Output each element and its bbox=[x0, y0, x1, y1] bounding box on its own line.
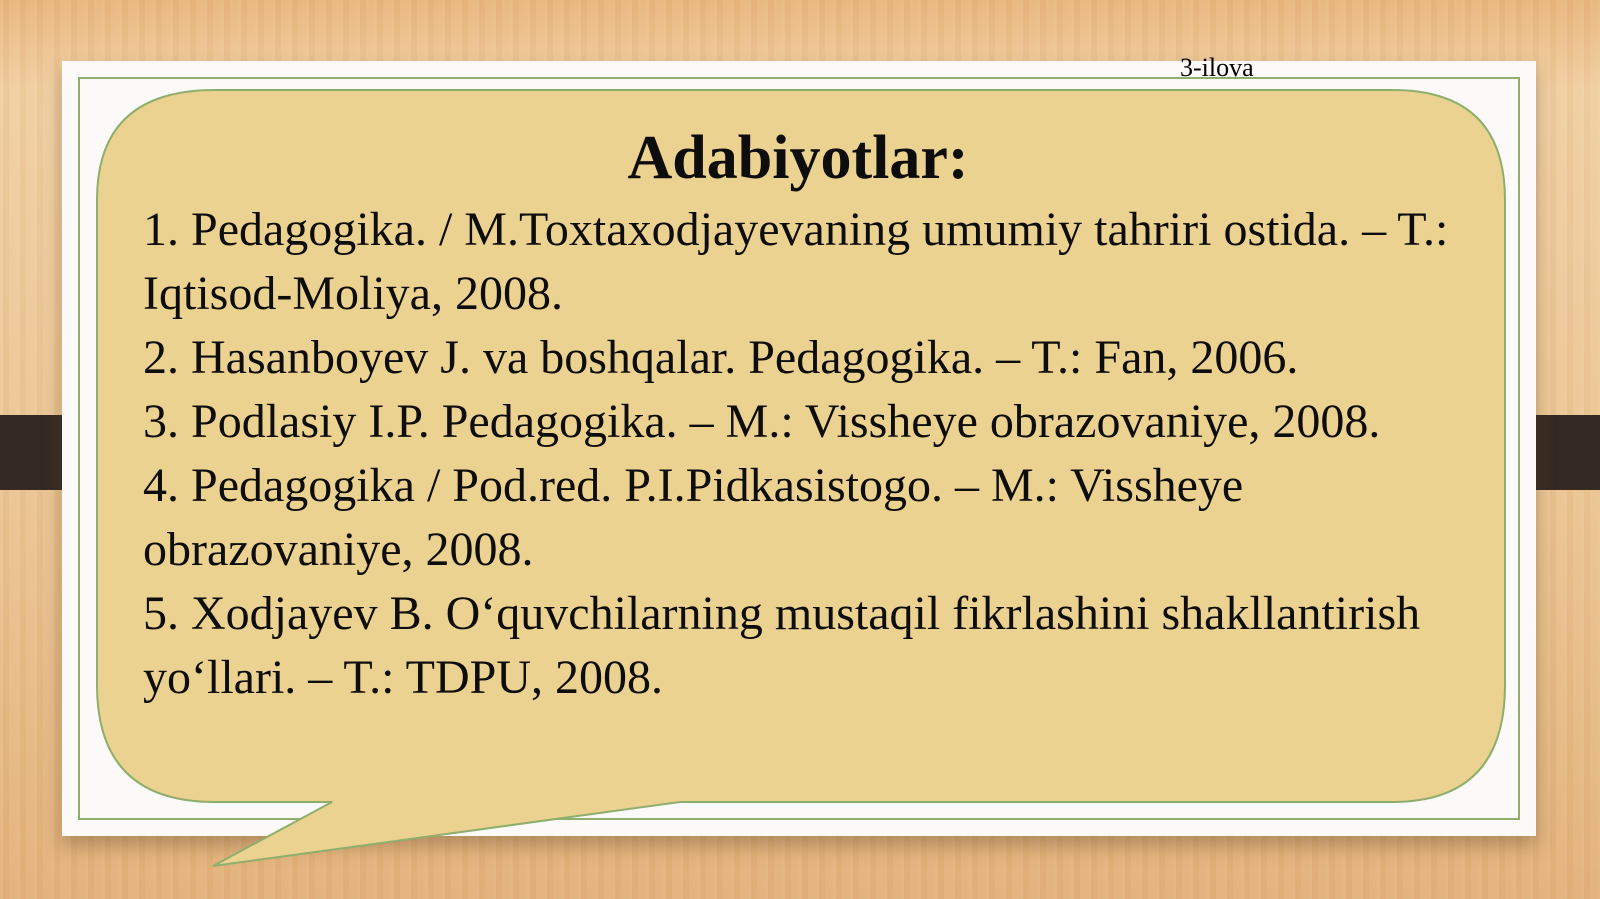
reference-item: 3. Podlasiy I.P. Pedagogika. – M.: Vissheye obrazovaniye, 2008. bbox=[143, 395, 1381, 448]
reference-item: 2. Hasanboyev J. va boshqalar. Pedagogika. – T.: Fan, 2006. bbox=[143, 331, 1299, 384]
reference-item: 1. Pedagogika. / M.Toxtaxodjayevaning umumiy tahriri ostida. – T.: Iqtisod-Moliya, 2008. bbox=[143, 203, 1449, 320]
annex-label: 3-ilova bbox=[1180, 53, 1254, 82]
slide-title: Adabiyotlar: bbox=[627, 124, 969, 192]
reference-list bbox=[143, 198, 1473, 710]
reference-item: 4. Pedagogika / Pod.red. P.I.Pidkasistogo. – M.: Vissheye obrazovaniye, 2008. bbox=[143, 459, 1244, 576]
bubble-content bbox=[143, 118, 1473, 710]
reference-item: 5. Xodjayev B. O‘quvchilarning mustaqil fikrlashini shakllantirish yo‘llari. – T.: TDPU, 2008. bbox=[143, 587, 1421, 704]
